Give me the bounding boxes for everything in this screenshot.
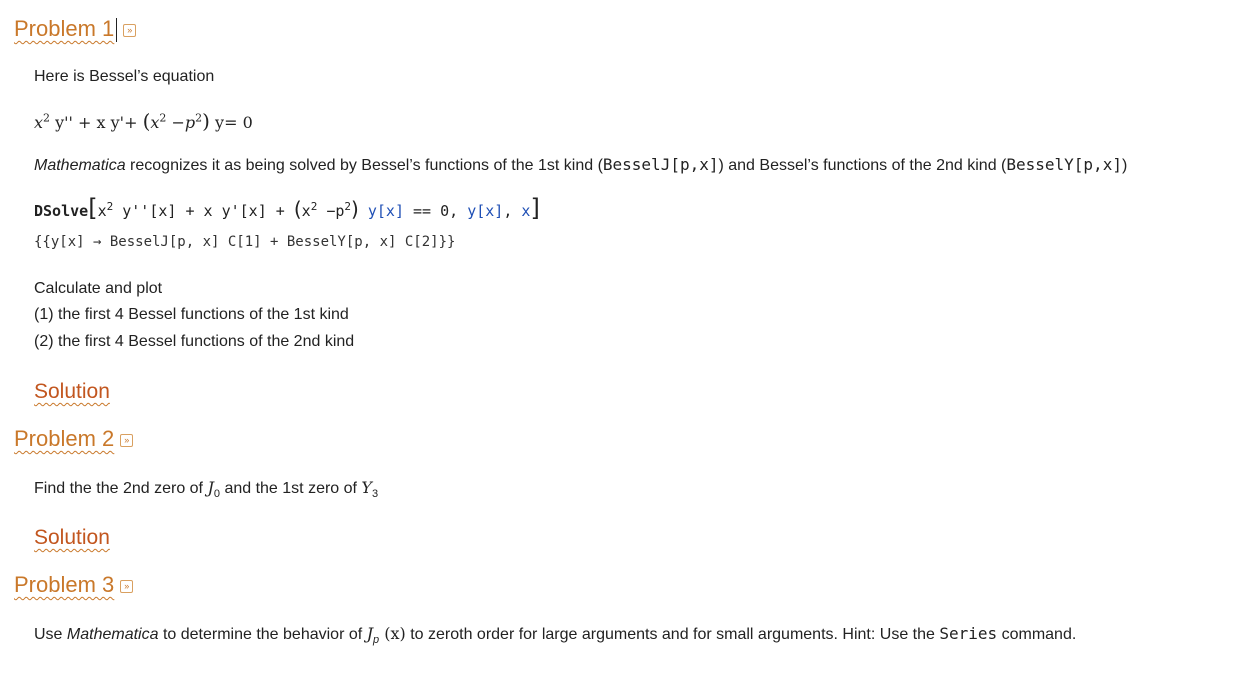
problem-1-section-header[interactable] bbox=[14, 16, 136, 42]
problem-1-title: Problem 1 bbox=[14, 16, 115, 41]
chevron-double-down-icon[interactable]: » bbox=[123, 24, 136, 37]
bessely-code: BesselY[p,x] bbox=[1006, 155, 1122, 174]
problem-2-solution-header[interactable]: Solution bbox=[34, 526, 110, 549]
text-cursor bbox=[116, 18, 117, 42]
task-intro: Calculate and plot bbox=[34, 280, 163, 297]
chevron-double-down-icon[interactable]: » bbox=[120, 434, 133, 447]
problem-1-solution-header[interactable]: Solution bbox=[34, 380, 110, 403]
task-1: (1) the first 4 Bessel functions of the 1st kind bbox=[34, 306, 349, 323]
problem-3-text: Use Mathematica to determine the behavior of $J_p$ (x) to zeroth order for large arguments and for small arguments. Hint: Use the Series command. bbox=[34, 624, 1077, 647]
bessel-equation: $x^2$ y'' + x $y'+ (x^2 -p^2)$ y= 0 bbox=[34, 109, 253, 133]
task-2: (2) the first 4 Bessel functions of the 2nd kind bbox=[34, 333, 355, 350]
problem-1-description: Mathematica recognizes it as being solved by Bessel’s functions of the 1st kind (BesselJ[p,x]) and Bessel’s functions of the 2nd kind (BesselY[p,x]) bbox=[34, 155, 1128, 174]
series-code: Series bbox=[939, 624, 998, 643]
problem-2-text: Find the the 2nd zero of $J_0$ and the 1st zero of $Y_3$ bbox=[34, 478, 379, 501]
dsolve-output-cell: {{y[x] → BesselJ[p, x] C[1] + BesselY[p, x] C[2]}} bbox=[34, 234, 456, 250]
problem-3-title: Problem 3 bbox=[14, 572, 115, 597]
problem-2-section-header[interactable] bbox=[14, 426, 133, 452]
problem-3-section-header[interactable] bbox=[14, 572, 133, 598]
chevron-double-down-icon[interactable]: » bbox=[120, 580, 133, 593]
problem-2-title: Problem 2 bbox=[14, 426, 115, 451]
besselj-code: BesselJ[p,x] bbox=[602, 155, 719, 174]
problem-1-intro: Here is Bessel’s equation bbox=[34, 68, 215, 85]
dsolve-input-cell[interactable]: $DSolve[x^2$ y''[x] + x $y'[x] + (x^2 -p^2) y[x] == 0$, y[x], x] bbox=[34, 194, 540, 222]
